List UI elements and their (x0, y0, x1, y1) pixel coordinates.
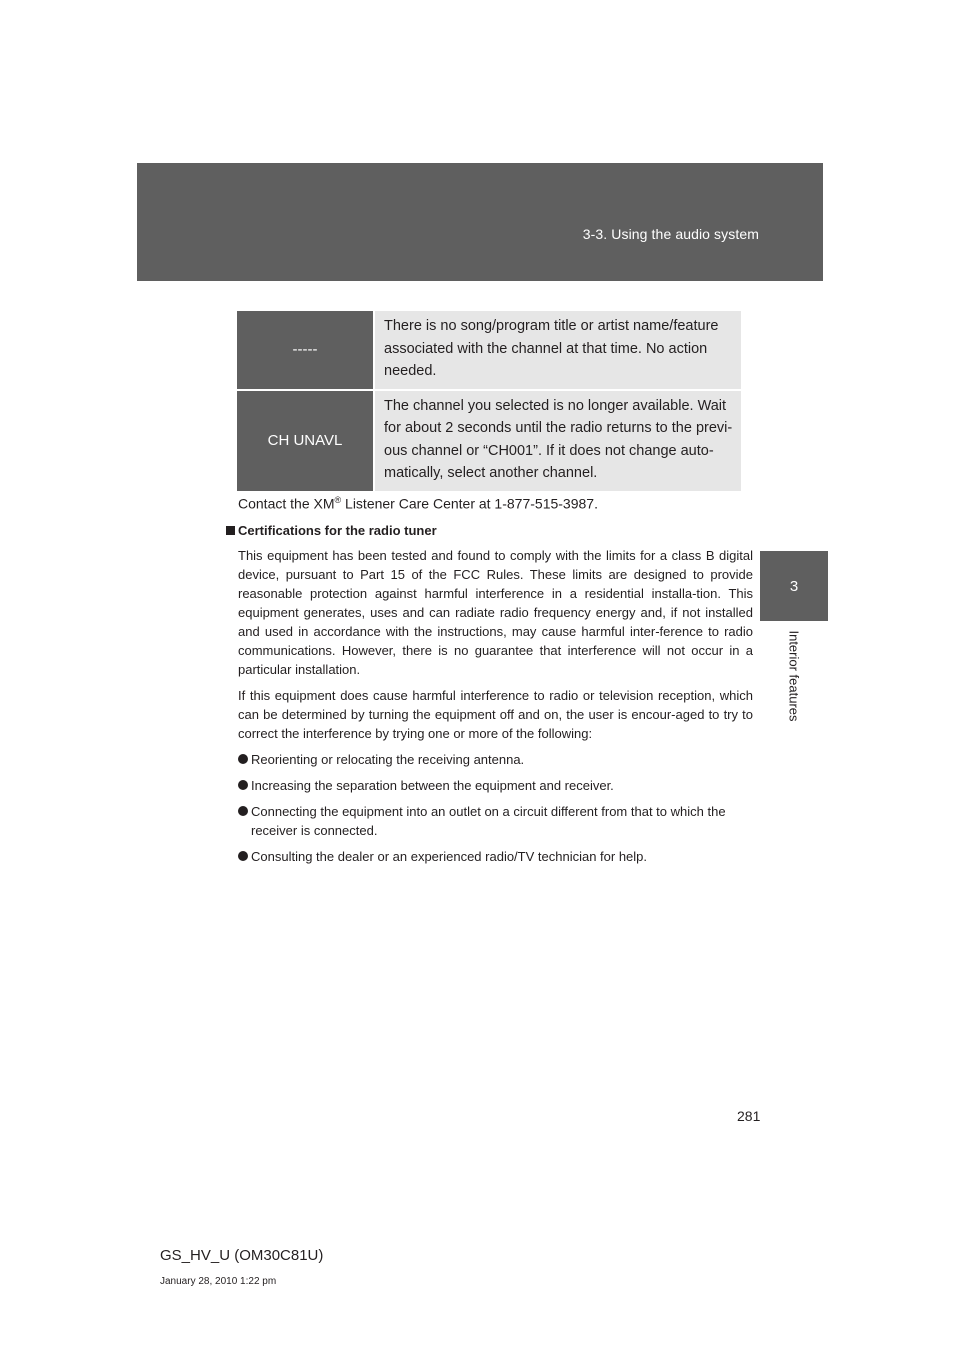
chapter-tab (760, 551, 828, 621)
section-heading-text: Certifications for the radio tuner (238, 522, 437, 538)
list-item-text: Increasing the separation between the equipment and receiver. (251, 777, 614, 793)
list-item (238, 776, 753, 795)
print-timestamp: January 28, 2010 1:22 pm (160, 1276, 277, 1287)
message-description: There is no song/program title or artist name/feature associated with the channel at that time. No action needed. (374, 311, 741, 390)
list-item (238, 802, 753, 840)
message-table (237, 311, 741, 491)
page-content (226, 491, 753, 873)
registered-mark: ® (334, 495, 342, 505)
chapter-label: Interior features (786, 630, 802, 722)
circle-bullet-icon (238, 806, 248, 816)
list-item-text: Reorienting or relocating the receiving antenna. (251, 751, 525, 767)
chapter-number: 3 (789, 577, 799, 595)
circle-bullet-icon (238, 780, 248, 790)
list-item (238, 847, 753, 866)
table-row (237, 311, 741, 390)
page-number: 281 (737, 1108, 761, 1124)
message-code: ----- (237, 311, 374, 390)
document-code: GS_HV_U (OM30C81U) (160, 1247, 324, 1264)
message-code: CH UNAVL (237, 390, 374, 491)
square-bullet-icon (226, 526, 235, 535)
table-row (237, 390, 741, 491)
circle-bullet-icon (238, 851, 248, 861)
message-description: The channel you selected is no longer available. Wait for about 2 seconds until the radio returns to the previ-ous channel or “CH001”. If it does not change auto-matically, select another channel. (374, 390, 741, 491)
paragraph: This equipment has been tested and found to comply with the limits for a class B digital device, pursuant to Part 15 of the FCC Rules. These limits are designed to provide reasonable protection against harmful interference in a residential installa-tion. This equipment generates, uses and can radiate radio frequency energy and, if not installed and used in accordance with the instructions, may cause harmful inter-ference to radio communications. However, there is no guarantee that interference will not occur in a particular installation. (238, 547, 753, 677)
paragraph: If this equipment does cause harmful interference to radio or television reception, which can be determined by turning the equipment off and on, the user is encour-aged to try to correct the interference by trying one or more of the following: (238, 687, 753, 741)
section-title: 3-3. Using the audio system (582, 226, 759, 242)
list-item (238, 750, 753, 769)
contact-line (238, 491, 753, 514)
circle-bullet-icon (238, 754, 248, 764)
contact-text-after: Listener Care Center at 1-877-515-3987. (341, 495, 598, 512)
section-heading (226, 521, 753, 540)
list-item-text: Consulting the dealer or an experienced radio/TV technician for help. (251, 848, 648, 864)
header-band (137, 163, 823, 281)
list-item-text: Connecting the equipment into an outlet on a circuit different from that to which the receiver is connected. (251, 803, 726, 838)
contact-text-before: Contact the XM (238, 495, 335, 512)
